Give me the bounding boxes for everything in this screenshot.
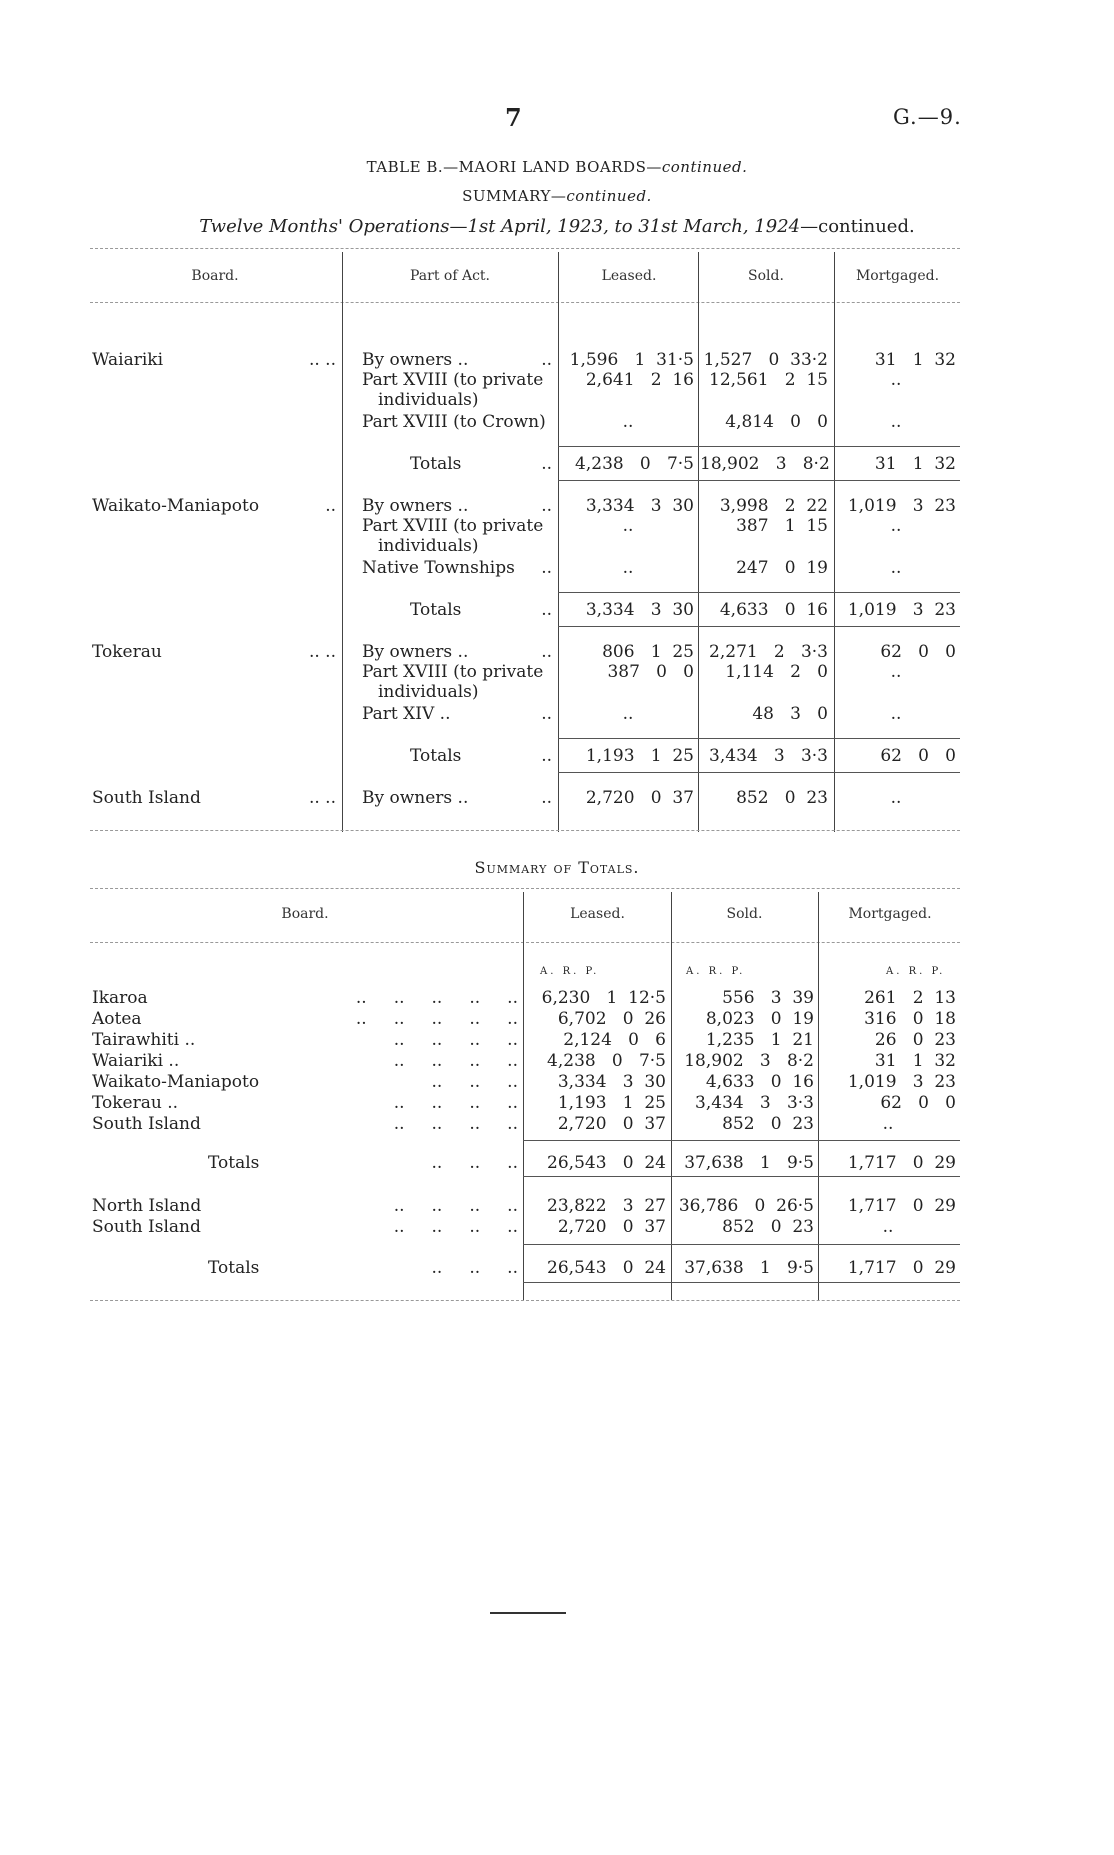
leased-value: 26,543 0 24 (547, 1153, 666, 1173)
sold-value: 36,786 0 26·5 (678, 1196, 814, 1216)
leased-value: .. (622, 558, 634, 578)
mortgaged-value: 31 1 32 (874, 1051, 956, 1071)
leader-dots: .. .. .. (431, 1072, 518, 1092)
leased-value: 2,641 2 16 (585, 370, 694, 390)
header-leased: Leased. (601, 268, 657, 284)
leased-value: 3,334 3 30 (585, 600, 694, 620)
leader-dots: .. (541, 454, 552, 474)
leased-value: 6,230 1 12·5 (541, 988, 666, 1008)
part-of-act: Part XIV .. (362, 704, 451, 724)
part-of-act: By owners .. (362, 350, 469, 370)
mortgaged-value: 1,717 0 29 (847, 1153, 956, 1173)
part-of-act: Part XVIII (to Crown) (362, 412, 546, 432)
leader-dots: .. (541, 600, 552, 620)
board-name: Aotea (92, 1009, 142, 1029)
leader-dots: .. .. .. (431, 1258, 518, 1278)
column-rule (342, 252, 343, 832)
part-of-act: individuals) (378, 536, 479, 556)
leader-dots: .. .. .. .. (393, 1051, 518, 1071)
leader-dots: .. (541, 642, 552, 662)
sold-value: 18,902 3 8·2 (700, 454, 830, 474)
sold-value: 4,814 0 0 (725, 412, 828, 432)
part-of-act: Part XVIII (to private (362, 370, 544, 390)
leader-dots: .. .. (308, 642, 336, 662)
leased-value: 806 1 25 (602, 642, 694, 662)
part-of-act: By owners .. (362, 496, 469, 516)
sold-value: 852 0 23 (736, 788, 828, 808)
header-sold: Sold. (726, 906, 763, 922)
subtotal-rule (558, 480, 960, 481)
leased-value: 387 0 0 (607, 662, 694, 682)
part-of-act: Native Townships (362, 558, 515, 578)
leased-value: 26,543 0 24 (547, 1258, 666, 1278)
sold-value: 852 0 23 (722, 1114, 814, 1134)
header-rule (90, 302, 960, 303)
summary-of-totals-title: Summary of Totals. (474, 858, 640, 877)
part-of-act: Part XVIII (to private (362, 516, 544, 536)
board-name: Tairawhiti .. (92, 1030, 196, 1050)
mortgaged-value: .. (890, 516, 902, 536)
sold-value: 852 0 23 (722, 1217, 814, 1237)
board-name: South Island (92, 1114, 201, 1134)
sold-value: 247 0 19 (736, 558, 828, 578)
leader-dots: .. .. (308, 350, 336, 370)
leased-value: 3,334 3 30 (557, 1072, 666, 1092)
column-rule (558, 252, 559, 832)
header-sold: Sold. (748, 268, 784, 284)
column-rule (671, 892, 672, 1300)
sold-value: 12,561 2 15 (709, 370, 828, 390)
sold-value: 3,434 3 3·3 (695, 1093, 814, 1113)
leased-value: 3,334 3 30 (585, 496, 694, 516)
leased-value: 6,702 0 26 (557, 1009, 666, 1029)
leader-dots: .. .. (308, 788, 336, 808)
subtotal-rule (523, 1282, 960, 1283)
leased-value: 23,822 3 27 (547, 1196, 666, 1216)
leader-dots: .. (541, 704, 552, 724)
board-name: Tokerau .. (92, 1093, 179, 1113)
leader-dots: .. (325, 496, 336, 516)
board-name: North Island (92, 1196, 202, 1216)
period-title: Twelve Months' Operations—1st April, 1923, to 31st March, 1924—continued. (199, 216, 915, 237)
column-rule (523, 892, 524, 1300)
leader-dots: .. .. .. (431, 1153, 518, 1173)
sold-value: 4,633 0 16 (705, 1072, 814, 1092)
sold-value: 4,633 0 16 (719, 600, 828, 620)
totals-label: Totals (410, 600, 462, 620)
column-rule (698, 252, 699, 832)
leader-dots: .. (541, 350, 552, 370)
page-reference: G.—9. (893, 105, 962, 129)
mortgaged-value: .. (890, 704, 902, 724)
board-name: Waiariki (92, 350, 164, 370)
board-name: Waikato-Maniapoto (92, 496, 260, 516)
sold-value: 1,114 2 0 (725, 662, 828, 682)
subtotal-rule (523, 1176, 960, 1177)
mortgaged-value: 62 0 0 (880, 746, 956, 766)
table-title: TABLE B.—MAORI LAND BOARDS—continued. (366, 158, 748, 176)
mortgaged-value: .. (882, 1114, 894, 1134)
mortgaged-value: .. (890, 412, 902, 432)
subtotal-rule (558, 626, 960, 627)
board-name: Tokerau (92, 642, 162, 662)
sold-value: 48 3 0 (752, 704, 828, 724)
header-mortgaged: Mortgaged. (848, 906, 932, 922)
leader-dots: .. (541, 788, 552, 808)
header-leased: Leased. (570, 906, 625, 922)
leased-value: .. (622, 412, 634, 432)
leased-value: 1,596 1 31·5 (569, 350, 694, 370)
sold-value: 8,023 0 19 (705, 1009, 814, 1029)
leased-value: 2,124 0 6 (563, 1030, 666, 1050)
table-top-rule (90, 248, 960, 249)
sold-value: 37,638 1 9·5 (684, 1153, 814, 1173)
column-rule (834, 252, 835, 832)
mortgaged-value: 1,019 3 23 (847, 600, 956, 620)
header-board: Board. (281, 906, 329, 922)
board-name: South Island (92, 788, 201, 808)
leader-dots: .. .. .. .. .. (355, 988, 518, 1008)
leased-value: 2,720 0 37 (557, 1217, 666, 1237)
mortgaged-value: 1,019 3 23 (847, 1072, 956, 1092)
leased-value: 4,238 0 7·5 (547, 1051, 666, 1071)
mortgaged-value: .. (890, 788, 902, 808)
units-mortgaged: A. R. P. (886, 966, 946, 977)
header-board: Board. (191, 268, 239, 284)
leader-dots: .. .. .. .. (393, 1030, 518, 1050)
board-name: South Island (92, 1217, 201, 1237)
totals-label: Totals (410, 746, 462, 766)
leader-dots: .. .. .. .. (393, 1093, 518, 1113)
subtotal-rule (558, 772, 960, 773)
mortgaged-value: 31 1 32 (874, 350, 956, 370)
part-of-act: By owners .. (362, 788, 469, 808)
mortgaged-value: 26 0 23 (874, 1030, 956, 1050)
mortgaged-value: 1,019 3 23 (847, 496, 956, 516)
leader-dots: .. .. .. .. (393, 1217, 518, 1237)
units-sold: A. R. P. (686, 966, 746, 977)
sold-value: 1,235 1 21 (705, 1030, 814, 1050)
mortgaged-value: .. (890, 662, 902, 682)
board-name: Totals (208, 1153, 260, 1173)
totals-label: Totals (410, 454, 462, 474)
leased-value: 2,720 0 37 (557, 1114, 666, 1134)
mortgaged-value: 1,717 0 29 (847, 1196, 956, 1216)
board-name: Waikato-Maniapoto (92, 1072, 260, 1092)
mortgaged-value: 62 0 0 (880, 642, 956, 662)
subtotal-rule (523, 1140, 960, 1141)
leader-dots: .. .. .. .. .. (355, 1009, 518, 1029)
board-name: Ikaroa (92, 988, 148, 1008)
subtotal-rule (523, 1244, 960, 1245)
sold-value: 3,434 3 3·3 (709, 746, 828, 766)
part-of-act: Part XVIII (to private (362, 662, 544, 682)
header-mortgaged: Mortgaged. (855, 268, 940, 284)
leased-value: 2,720 0 37 (585, 788, 694, 808)
mortgaged-value: 1,717 0 29 (847, 1258, 956, 1278)
leased-value: 1,193 1 25 (585, 746, 694, 766)
leased-value: .. (622, 516, 634, 536)
summary-title: SUMMARY—continued. (462, 187, 652, 205)
part-of-act: individuals) (378, 682, 479, 702)
sold-value: 387 1 15 (736, 516, 828, 536)
subtotal-rule (558, 592, 960, 593)
sold-value: 18,902 3 8·2 (684, 1051, 814, 1071)
header-part-of-act: Part of Act. (410, 268, 490, 284)
sold-value: 556 3 39 (722, 988, 814, 1008)
leader-dots: .. (541, 558, 552, 578)
mortgaged-value: .. (882, 1217, 894, 1237)
part-of-act: individuals) (378, 390, 479, 410)
sold-value: 37,638 1 9·5 (684, 1258, 814, 1278)
leased-value: 4,238 0 7·5 (575, 454, 694, 474)
table-top-rule (90, 888, 960, 889)
board-name: Totals (208, 1258, 260, 1278)
closing-rule (490, 1612, 566, 1614)
leader-dots: .. .. .. .. (393, 1114, 518, 1134)
board-name: Waiariki .. (92, 1051, 180, 1071)
subtotal-rule (558, 738, 960, 739)
units-leased: A. R. P. (540, 966, 600, 977)
mortgaged-value: .. (890, 558, 902, 578)
mortgaged-value: 62 0 0 (880, 1093, 956, 1113)
table-bottom-rule (90, 830, 960, 831)
sold-value: 3,998 2 22 (719, 496, 828, 516)
sold-value: 1,527 0 33·2 (703, 350, 828, 370)
leased-value: 1,193 1 25 (557, 1093, 666, 1113)
leader-dots: .. (541, 746, 552, 766)
leased-value: .. (622, 704, 634, 724)
table-bottom-rule (90, 1300, 960, 1301)
mortgaged-value: 316 0 18 (864, 1009, 956, 1029)
part-of-act: By owners .. (362, 642, 469, 662)
leader-dots: .. .. .. .. (393, 1196, 518, 1216)
leader-dots: .. (541, 496, 552, 516)
header-rule (90, 942, 960, 943)
mortgaged-value: 31 1 32 (874, 454, 956, 474)
mortgaged-value: .. (890, 370, 902, 390)
subtotal-rule (558, 446, 960, 447)
mortgaged-value: 261 2 13 (864, 988, 956, 1008)
page-number: 7 (505, 103, 522, 132)
column-rule (818, 892, 819, 1300)
sold-value: 2,271 2 3·3 (709, 642, 828, 662)
